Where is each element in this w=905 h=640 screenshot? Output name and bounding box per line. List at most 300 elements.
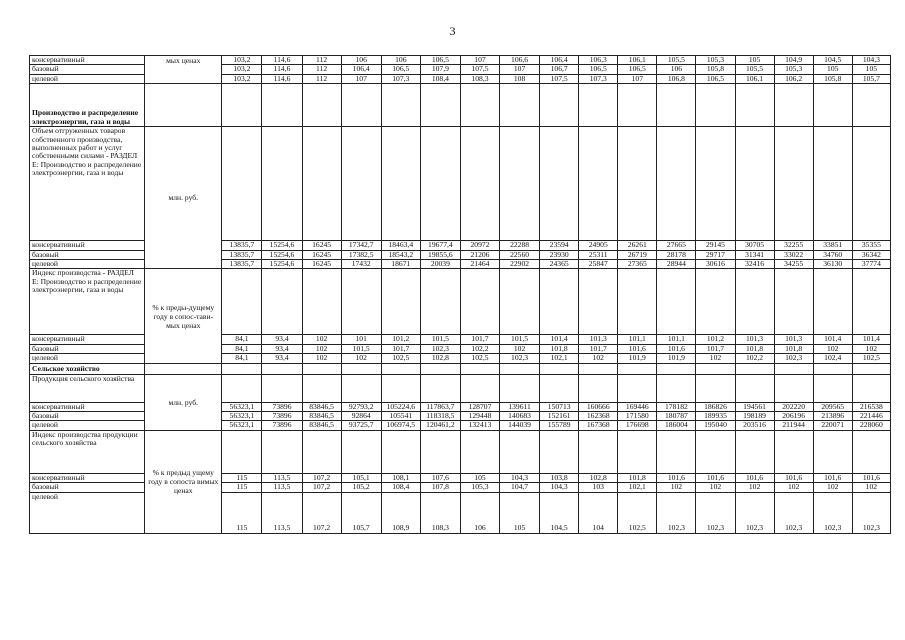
indicator-label: Индекс производства - РАЗДЕЛ Е: Производство и распределение электроэнергии, газа и воды (30, 269, 145, 335)
empty-cell (735, 430, 774, 473)
value-cell: 103 (579, 483, 618, 492)
value-cell: 22560 (500, 250, 540, 259)
value-cell: 101,9 (618, 354, 657, 363)
empty-cell (302, 84, 341, 127)
value-cell: 203516 (735, 421, 774, 430)
value-cell: 107,2 (302, 473, 341, 482)
empty-cell (540, 363, 579, 374)
value-cell: 108,4 (420, 74, 460, 83)
row-label: базовый (30, 344, 145, 353)
value-cell: 30616 (696, 260, 735, 269)
value-cell: 102 (302, 344, 341, 353)
empty-cell (813, 127, 852, 241)
value-cell: 23930 (540, 250, 579, 259)
value-cell: 18543,2 (381, 250, 420, 259)
section-heading: Производство и распределение электроэнергии, газа и воды (30, 84, 145, 127)
value-cell: 107,2 (302, 483, 341, 492)
value-cell: 113,5 (262, 492, 302, 533)
page-number: 3 (449, 24, 456, 38)
value-cell: 56323,1 (222, 402, 262, 411)
row-label: базовый (30, 65, 145, 74)
value-cell: 107,9 (420, 65, 460, 74)
value-cell: 107 (500, 65, 540, 74)
value-cell: 112 (302, 65, 341, 74)
indicator-label: Индекс производства продукции сельского хозяйства (30, 430, 145, 473)
value-cell: 106,1 (618, 56, 657, 65)
value-cell: 176698 (618, 421, 657, 430)
row-label: консервативный (30, 473, 145, 482)
value-cell: 102,8 (579, 473, 618, 482)
value-cell: 107,2 (302, 492, 341, 533)
empty-cell (460, 430, 499, 473)
value-cell: 106974,5 (381, 421, 420, 430)
empty-cell (341, 84, 381, 127)
empty-cell (460, 269, 499, 335)
row-label: целевой (30, 421, 145, 430)
value-cell: 101,6 (852, 473, 890, 482)
value-cell: 27365 (618, 260, 657, 269)
empty-cell (657, 127, 696, 241)
value-cell: 34760 (813, 250, 852, 259)
value-cell: 103,8 (540, 473, 579, 482)
unit-cell: мых ценах (145, 56, 222, 84)
value-cell: 102 (774, 483, 813, 492)
value-cell: 29717 (696, 250, 735, 259)
section-heading: Сельское хозяйство (30, 363, 145, 374)
empty-cell (579, 430, 618, 473)
value-cell: 107,5 (540, 74, 579, 83)
value-cell: 101,9 (657, 354, 696, 363)
value-cell: 194561 (735, 402, 774, 411)
empty-cell (500, 84, 540, 127)
empty-cell (262, 430, 302, 473)
row-label: целевой (30, 74, 145, 83)
value-cell: 108,9 (381, 492, 420, 533)
empty-cell (262, 374, 302, 402)
value-cell: 104,9 (774, 56, 813, 65)
value-cell: 150713 (540, 402, 579, 411)
value-cell: 105 (852, 65, 890, 74)
empty-cell (540, 430, 579, 473)
empty-cell (852, 269, 890, 335)
empty-cell (696, 374, 735, 402)
value-cell: 114,6 (262, 56, 302, 65)
value-cell: 101,3 (579, 335, 618, 344)
value-cell: 198189 (735, 412, 774, 421)
value-cell: 30705 (735, 241, 774, 250)
value-cell: 104,3 (500, 473, 540, 482)
empty-cell (618, 374, 657, 402)
empty-cell (341, 363, 381, 374)
empty-cell (460, 84, 499, 127)
value-cell: 178182 (657, 402, 696, 411)
value-cell: 160666 (579, 402, 618, 411)
value-cell: 113,5 (262, 483, 302, 492)
row-label: целевой (30, 260, 145, 269)
value-cell: 102,3 (420, 344, 460, 353)
empty-cell (774, 269, 813, 335)
value-cell: 216538 (852, 402, 890, 411)
value-cell: 101,4 (813, 335, 852, 344)
value-cell: 114,6 (262, 74, 302, 83)
empty-cell (500, 127, 540, 241)
value-cell: 15254,6 (262, 260, 302, 269)
section-row (30, 363, 891, 374)
value-cell: 107 (341, 74, 381, 83)
value-cell: 106,1 (735, 74, 774, 83)
value-cell: 92793,2 (341, 402, 381, 411)
empty-cell (381, 269, 420, 335)
value-cell: 83846,5 (302, 412, 341, 421)
value-cell: 19855,6 (420, 250, 460, 259)
value-cell: 117863,7 (420, 402, 460, 411)
value-cell: 195040 (696, 421, 735, 430)
value-cell: 28944 (657, 260, 696, 269)
value-cell: 21464 (460, 260, 499, 269)
empty-cell (381, 127, 420, 241)
value-cell: 93725,7 (341, 421, 381, 430)
empty-cell (735, 127, 774, 241)
value-cell: 101 (341, 335, 381, 344)
value-cell: 17432 (341, 260, 381, 269)
empty-cell (657, 363, 696, 374)
empty-cell (302, 127, 341, 241)
empty-cell (735, 269, 774, 335)
value-cell: 102,3 (774, 492, 813, 533)
value-cell: 105541 (381, 412, 420, 421)
value-cell: 13835,7 (222, 250, 262, 259)
row-label: консервативный (30, 56, 145, 65)
value-cell: 101,6 (657, 473, 696, 482)
row-label: базовый (30, 483, 145, 492)
value-cell: 101,6 (657, 344, 696, 353)
value-cell: 102,5 (852, 354, 890, 363)
value-cell: 186004 (657, 421, 696, 430)
value-cell: 106,8 (657, 74, 696, 83)
empty-cell (420, 430, 460, 473)
value-cell: 101,7 (696, 344, 735, 353)
empty-cell (774, 127, 813, 241)
value-cell: 115 (222, 492, 262, 533)
indicator-label: Объем отгруженных товаров собственного производства, выполненных работ и услуг собственными силами - РАЗДЕЛ Е: Производство и распределение электроэнергии, газа и воды (30, 127, 145, 241)
value-cell: 101,7 (460, 335, 499, 344)
value-cell: 115 (222, 473, 262, 482)
value-cell: 106,5 (618, 65, 657, 74)
value-cell: 106 (341, 56, 381, 65)
forecast-table (29, 55, 891, 534)
value-cell: 102 (852, 483, 890, 492)
empty-cell (381, 363, 420, 374)
value-cell: 16245 (302, 241, 341, 250)
value-cell: 152161 (540, 412, 579, 421)
value-cell: 112 (302, 74, 341, 83)
value-cell: 93,4 (262, 335, 302, 344)
value-cell: 93,4 (262, 344, 302, 353)
value-cell: 106 (657, 65, 696, 74)
value-cell: 106,5 (696, 74, 735, 83)
value-cell: 101,1 (657, 335, 696, 344)
empty-cell (341, 269, 381, 335)
value-cell: 105 (460, 473, 499, 482)
value-cell: 24905 (579, 241, 618, 250)
value-cell: 112 (302, 56, 341, 65)
value-cell: 13835,7 (222, 241, 262, 250)
empty-cell (302, 269, 341, 335)
value-cell: 206196 (774, 412, 813, 421)
value-cell: 26719 (618, 250, 657, 259)
empty-cell (657, 374, 696, 402)
value-cell: 102,3 (813, 492, 852, 533)
empty-cell (222, 374, 262, 402)
value-cell: 101,2 (381, 335, 420, 344)
value-cell: 102,8 (420, 354, 460, 363)
empty-cell (813, 84, 852, 127)
row-label: консервативный (30, 335, 145, 344)
empty-cell (657, 430, 696, 473)
value-cell: 27665 (657, 241, 696, 250)
value-cell: 103,2 (222, 74, 262, 83)
empty-cell (657, 84, 696, 127)
empty-cell (852, 430, 890, 473)
value-cell: 15254,6 (262, 250, 302, 259)
value-cell: 139611 (500, 402, 540, 411)
value-cell: 18671 (381, 260, 420, 269)
empty-cell (500, 374, 540, 402)
empty-cell (813, 430, 852, 473)
value-cell: 105 (500, 492, 540, 533)
value-cell: 107,3 (579, 74, 618, 83)
value-cell: 107,6 (420, 473, 460, 482)
value-cell: 114,6 (262, 65, 302, 74)
value-cell: 101,6 (696, 473, 735, 482)
value-cell: 105,7 (341, 492, 381, 533)
table-row (30, 56, 891, 65)
value-cell: 101,6 (774, 473, 813, 482)
unit-cell: млн. руб. (145, 127, 222, 269)
indicator-row (30, 269, 891, 335)
value-cell: 22902 (500, 260, 540, 269)
value-cell: 102,1 (618, 483, 657, 492)
value-cell: 101,3 (774, 335, 813, 344)
value-cell: 101,6 (813, 473, 852, 482)
value-cell: 101,5 (420, 335, 460, 344)
value-cell: 18463,4 (381, 241, 420, 250)
value-cell: 228060 (852, 421, 890, 430)
empty-cell (852, 363, 890, 374)
value-cell: 102 (852, 344, 890, 353)
row-label: базовый (30, 250, 145, 259)
value-cell: 115 (222, 483, 262, 492)
value-cell: 34255 (774, 260, 813, 269)
empty-cell (813, 363, 852, 374)
value-cell: 106 (460, 492, 499, 533)
value-cell: 13835,7 (222, 260, 262, 269)
value-cell: 36130 (813, 260, 852, 269)
value-cell: 101,7 (381, 344, 420, 353)
value-cell: 162368 (579, 412, 618, 421)
empty-cell (381, 374, 420, 402)
value-cell: 35355 (852, 241, 890, 250)
indicator-row (30, 430, 891, 473)
unit-cell: млн. руб. (145, 374, 222, 430)
value-cell: 25311 (579, 250, 618, 259)
value-cell: 102,5 (460, 354, 499, 363)
value-cell: 128707 (460, 402, 499, 411)
empty-cell (774, 363, 813, 374)
value-cell: 28178 (657, 250, 696, 259)
empty-cell (500, 363, 540, 374)
value-cell: 33022 (774, 250, 813, 259)
value-cell: 17342,7 (341, 241, 381, 250)
value-cell: 102,5 (381, 354, 420, 363)
value-cell: 36342 (852, 250, 890, 259)
empty-cell (302, 363, 341, 374)
empty-cell (420, 269, 460, 335)
empty-cell (381, 430, 420, 473)
value-cell: 56323,1 (222, 412, 262, 421)
empty-cell (813, 269, 852, 335)
empty-cell (262, 363, 302, 374)
value-cell: 104,7 (500, 483, 540, 492)
value-cell: 105,5 (657, 56, 696, 65)
value-cell: 102,1 (540, 354, 579, 363)
value-cell: 106,5 (381, 65, 420, 74)
empty-cell (579, 127, 618, 241)
indicator-row (30, 127, 891, 241)
empty-cell (540, 374, 579, 402)
empty-cell (262, 84, 302, 127)
value-cell: 106 (381, 56, 420, 65)
value-cell: 29145 (696, 241, 735, 250)
value-cell: 105,3 (460, 483, 499, 492)
value-cell: 101,4 (540, 335, 579, 344)
value-cell: 155789 (540, 421, 579, 430)
value-cell: 102 (813, 483, 852, 492)
value-cell: 16245 (302, 260, 341, 269)
empty-cell (774, 374, 813, 402)
value-cell: 106,5 (579, 65, 618, 74)
empty-cell (579, 84, 618, 127)
empty-cell (618, 363, 657, 374)
value-cell: 105,3 (696, 56, 735, 65)
empty-cell (852, 374, 890, 402)
value-cell: 104,3 (852, 56, 890, 65)
value-cell: 107,8 (420, 483, 460, 492)
value-cell: 25847 (579, 260, 618, 269)
value-cell: 31341 (735, 250, 774, 259)
indicator-label: Продукция сельского хозяйства (30, 374, 145, 402)
value-cell: 102,2 (735, 354, 774, 363)
empty-cell (460, 363, 499, 374)
value-cell: 105 (813, 65, 852, 74)
value-cell: 102,3 (657, 492, 696, 533)
indicator-row (30, 374, 891, 402)
row-label: целевой (30, 354, 145, 363)
value-cell: 101,6 (618, 344, 657, 353)
empty-cell (813, 374, 852, 402)
value-cell: 101,8 (774, 344, 813, 353)
empty-cell (618, 430, 657, 473)
value-cell: 83846,5 (302, 421, 341, 430)
empty-cell (341, 374, 381, 402)
value-cell: 101,1 (618, 335, 657, 344)
empty-cell (460, 127, 499, 241)
value-cell: 167368 (579, 421, 618, 430)
value-cell: 105,2 (341, 483, 381, 492)
value-cell: 33851 (813, 241, 852, 250)
value-cell: 108,4 (381, 483, 420, 492)
value-cell: 15254,6 (262, 241, 302, 250)
value-cell: 73896 (262, 402, 302, 411)
value-cell: 102 (302, 354, 341, 363)
value-cell: 23594 (540, 241, 579, 250)
empty-cell (420, 374, 460, 402)
empty-cell (420, 363, 460, 374)
value-cell: 132413 (460, 421, 499, 430)
value-cell: 101,4 (852, 335, 890, 344)
value-cell: 209565 (813, 402, 852, 411)
value-cell: 20039 (420, 260, 460, 269)
empty-cell (618, 269, 657, 335)
value-cell: 104,3 (540, 483, 579, 492)
value-cell: 102,5 (618, 492, 657, 533)
empty-cell (381, 84, 420, 127)
value-cell: 32255 (774, 241, 813, 250)
value-cell: 73896 (262, 412, 302, 421)
value-cell: 105224,6 (381, 402, 420, 411)
value-cell: 32416 (735, 260, 774, 269)
value-cell: 19677,4 (420, 241, 460, 250)
value-cell: 102 (696, 354, 735, 363)
empty-cell (500, 430, 540, 473)
value-cell: 102 (813, 344, 852, 353)
value-cell: 189935 (696, 412, 735, 421)
value-cell: 102 (657, 483, 696, 492)
value-cell: 84,1 (222, 344, 262, 353)
value-cell: 107,5 (460, 65, 499, 74)
value-cell: 202220 (774, 402, 813, 411)
value-cell: 92864 (341, 412, 381, 421)
row-label: консервативный (30, 402, 145, 411)
empty-cell (262, 269, 302, 335)
empty-cell (302, 374, 341, 402)
value-cell: 220071 (813, 421, 852, 430)
value-cell: 102,3 (852, 492, 890, 533)
value-cell: 102,2 (460, 344, 499, 353)
value-cell: 107,3 (381, 74, 420, 83)
value-cell: 102 (579, 354, 618, 363)
value-cell: 101,8 (618, 473, 657, 482)
value-cell: 22288 (500, 241, 540, 250)
value-cell: 102,3 (735, 492, 774, 533)
value-cell: 106,4 (540, 56, 579, 65)
row-label: консервативный (30, 241, 145, 250)
empty-cell (222, 84, 262, 127)
empty-cell (500, 269, 540, 335)
value-cell: 211944 (774, 421, 813, 430)
value-cell: 113,5 (262, 473, 302, 482)
value-cell: 106,6 (500, 56, 540, 65)
value-cell: 101,2 (696, 335, 735, 344)
empty-cell (540, 84, 579, 127)
value-cell: 56323,1 (222, 421, 262, 430)
value-cell: 101,5 (341, 344, 381, 353)
unit-cell: % к предыд ущему году в сопоста вимых ценах (145, 430, 222, 533)
empty-cell (696, 127, 735, 241)
empty-cell (420, 84, 460, 127)
empty-cell (222, 430, 262, 473)
value-cell: 73896 (262, 421, 302, 430)
